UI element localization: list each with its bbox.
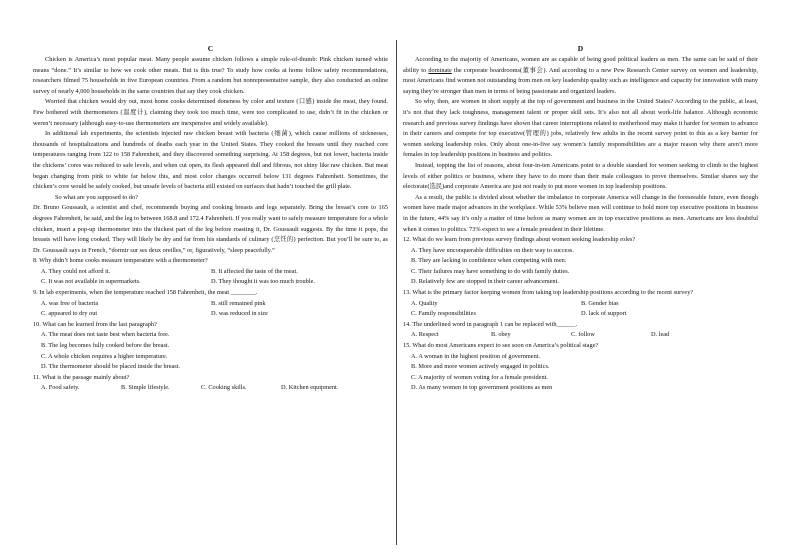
option-row (33, 277, 388, 288)
answer-option: C. A whole chicken requires a higher temperature. (41, 352, 168, 360)
answer-option: A. A woman in the highest position of government. (411, 352, 541, 360)
passage-c-paragraph: So what are you supposed to do? (55, 193, 138, 201)
answer-option: A. The meat does not taste best when bacteria free. (41, 331, 170, 339)
option-row (33, 309, 388, 320)
answer-option: B. Gender bias (581, 299, 619, 307)
answer-option: D. was reduced in size (211, 310, 268, 318)
answer-option: D. Relatively few are stopped in their career advancement. (411, 278, 559, 286)
answer-option: D. Kitchen equipment. (281, 384, 339, 392)
question-stem: 13. What is the primary factor keeping women from taking top leadership positions according to the recent survey? (403, 289, 694, 297)
answer-option: B. The leg becomes fully cooked before the breast. (41, 342, 170, 350)
passage-c-paragraph: Dr. Bruno Goussault, a scientist and chef, recommends buying and cooking breasts and legs separately. Bring the breast’s core to 165 degrees Fahrenheit, he said, and the leg to between 168.8 and 172.4 Fahrenheit. If you really want to safely measure temperature for a whole chicken, insert a pop-up thermometer into the thickest part of the leg before roasting it, Dr. Goussault suggests. By the time it pops, the breasts will have long cooked. They will likely be dry and far from his standards of culinary (烹饪的) perfection. But you’ll be sure to, as Dr. Goussault says in French, “dormir sur ses deux oreilles,” or, figuratively, “sleep peacefully.” (33, 204, 388, 254)
answer-option: C. follow (571, 331, 595, 339)
passage-d-label: D (577, 44, 584, 53)
passage-c-paragraph: In additional lab experiments, the scientists injected raw chicken breast with bacteria (细菌), which cause millions of sicknesses, thousands of hospitalizations and hundreds of deaths each year in the United States. They cooked the breasts until they reached core temperatures ranging from 122 to 158 Fahrenheit, and they discovered something surprising. At 158 degrees, but not lower, bacteria inside the chickens’ cores was reduced to safe levels, and when cut open, its flesh appeared dull and fibrous, not shiny like raw chicken. But meat began changing from pink to white far below this, and most color changes occurred below 131 degrees Fahrenheit. Sometimes, the chicken’s core would be safely cooked, but unsafe levels of bacteria still existed on surfaces that hadn’t touched the grill plate. (33, 130, 388, 191)
question-stem: 9. In lab experiments, when the temperature reached 158 Fahrenheit, the meat ________. (33, 289, 258, 297)
passage-d-column (403, 44, 758, 394)
option-row (403, 299, 758, 310)
answer-option: D. They thought it was too much trouble. (211, 278, 315, 286)
passage-c-label: C (207, 44, 214, 53)
answer-option: A. They have unconquerable difficulties on their way to success. (411, 246, 574, 254)
answer-option: C. Family responsibilities (411, 310, 476, 318)
option-row (403, 330, 758, 341)
passage-d-paragraph: Instead, topping the list of reasons, about four-in-ten Americans point to a double standard for women seeking to climb to the highest levels of either politics or business, where they have to do more than their male colleagues to prove themselves. Similar shares say the electorate(选民)and corporate America are just not ready to put more women in top leadership positions. (403, 161, 758, 191)
option-row (33, 383, 388, 394)
answer-option: D. lack of support (581, 310, 627, 318)
answer-option: D. The thermometer should be placed inside the breast. (41, 363, 181, 371)
passage-d-paragraph: As a result, the public is divided about whether the imbalance in corporate America will change in the foreseeable future, even though women have made major advances in the workplace. While 53% believe men will continue to hold more top executive positions in business in the future, 44% say it’s only a matter of time before as many women are in top executive positions as men. Americans are less doubtful when it comes to politics. 73% expect to see a female president in their lifetime. (403, 193, 758, 233)
option-row (403, 309, 758, 320)
answer-option: D. As many women in top government positions as men (411, 384, 553, 392)
underlined-word: dominate (428, 66, 452, 74)
answer-option: B. obey (491, 331, 511, 339)
column-divider (396, 40, 397, 545)
paragraph-text: the corporate boardrooms(董事会). And according to a new Pew Research Center survey on women and leadership, most Americans find women not outstanding from men on key leadership quality such as intelligence and capacity for innovation with many saying they’re stronger than men in terms of being passionate and organized leaders. (403, 66, 759, 95)
answer-option: A. Food safety. (41, 384, 80, 392)
question-stem: 12. What do we learn from previous survey findings about women seeking leadership roles? (403, 236, 636, 244)
question-stem: 8. Why didn’t home cooks measure temperature with a thermometer? (33, 257, 208, 265)
answer-option: B. still remained pink (211, 299, 266, 307)
answer-option: D. lead (651, 331, 670, 339)
answer-option: B. They are lacking in confidence when competing with men. (411, 257, 567, 265)
option-row (33, 299, 388, 310)
answer-option: C. A majority of women voting for a female president. (411, 373, 548, 381)
answer-option: B. Simple lifestyle. (121, 384, 170, 392)
answer-option: C. appeared to dry out (41, 310, 98, 318)
answer-option: A. They could not afford it. (41, 267, 111, 275)
question-stem: 15. What do most Americans expect to see soon on America’s political stage? (403, 342, 599, 350)
answer-option: B. It affected the taste of the meat. (211, 267, 298, 275)
option-row (33, 267, 388, 278)
answer-option: A. Respect (411, 331, 439, 339)
question-stem: 10. What can be learned from the last paragraph? (33, 320, 157, 328)
passage-c-paragraph: Worried that chicken would dry out, most home cooks determined doneness by color and texture (口感) inside the meat, they found. Few bothered with thermometers (温度计), claiming they took too much time, were too complicated to use, didn’t fit in the chicken or weren’t necessary (although easy-to-use thermometers are inexpensive and widely available). (33, 98, 388, 127)
answer-option: C. It was not available in supermarkets. (41, 278, 141, 286)
passage-d-paragraph (403, 55, 758, 97)
passage-c-column (33, 44, 388, 394)
question-stem: 14. The underlined word in paragraph 1 can be replaced with______. (403, 320, 578, 328)
paragraph-text: According to the majority of Americans, women are as capable of being good political leaders as men. The same can be said of their ability to (403, 56, 758, 74)
passage-d-questions (403, 235, 758, 394)
passage-c-questions (33, 256, 388, 394)
answer-option: C. Their failures may have something to do with family duties. (411, 267, 570, 275)
question-stem: 11. What is the passage mainly about? (33, 373, 130, 381)
answer-option: B. More and more women actively engaged in politics. (411, 363, 550, 371)
passage-c-paragraph: Chicken is America’s most popular meat. Many people assume chicken follows a simple rule-of-thumb: Pink chicken turned white means “done.” It’s similar to how we cook other meats. But is this true? To study how cooks at home follow safety recommendations, researchers filmed 75 households in five European countries. From a random but nonrepresentative sample, they also conducted an online survey of nearly 4,000 households in the same countries that say they cook chicken. (33, 56, 388, 95)
passage-d-paragraph: So why, then, are women in short supply at the top of government and business in the United States? According to the public, at least, it’s not that they lack toughness, management talent or proper skill sets. It’s also not all about work-life balance. Although economic research and previous survey findings have shown that career interruptions related to motherhood may make it harder for women to advance in their careers and compete for top executive(管理的) jobs, relatively few adults in the recent survey point to this as a key barrier for women seeking leadership roles. Only about one-in-five say women’s family responsibilities are a major reason why there aren’t more females in top leadership positions in business and politics. (403, 98, 758, 159)
answer-option: A. was free of bacteria (41, 299, 99, 307)
answer-option: C. Cooking skills. (201, 384, 247, 392)
answer-option: A. Quality (411, 299, 438, 307)
